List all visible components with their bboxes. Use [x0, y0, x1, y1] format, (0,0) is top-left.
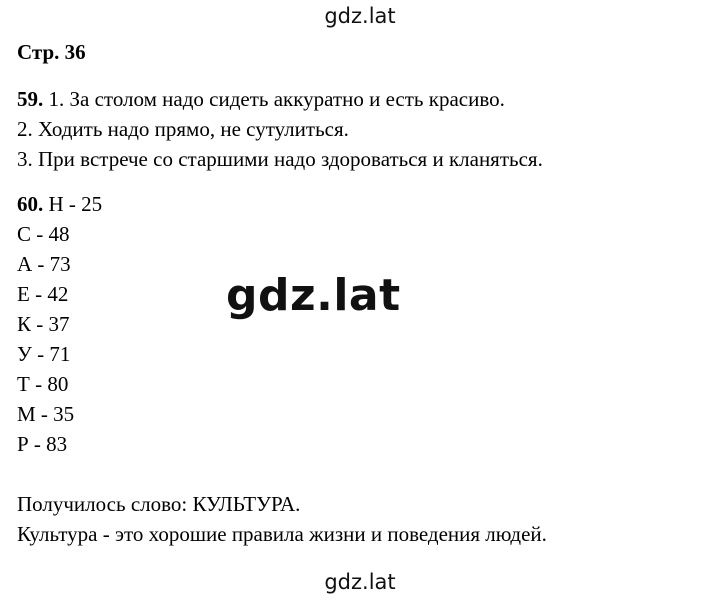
- task-60-pair: А - 73: [17, 252, 71, 276]
- task-59-number: 59.: [17, 87, 44, 111]
- task-60-pair: К - 37: [17, 312, 70, 336]
- result-word-line: Получилось слово: КУЛЬТУРА.: [17, 492, 301, 516]
- page-heading: Стр. 36: [17, 40, 86, 64]
- task-60-number: 60.: [17, 192, 44, 216]
- watermark-top: gdz.lat: [324, 4, 396, 28]
- task-60-pair: С - 48: [17, 222, 70, 246]
- task-60-pair: Т - 80: [17, 372, 69, 396]
- task-59-line: [17, 84, 543, 114]
- result-block: [17, 489, 547, 549]
- task-60-pair: Р - 83: [17, 432, 68, 456]
- task-60-line: [17, 189, 102, 219]
- watermark-bottom: gdz.lat: [324, 570, 396, 594]
- task-59-line: 3. При встрече со старшими надо здороваться и кланяться.: [17, 147, 543, 171]
- task-59-line: 2. Ходить надо прямо, не сутулиться.: [17, 117, 349, 141]
- task-60-pair: У - 71: [17, 342, 71, 366]
- task-60-pair: Е - 42: [17, 282, 69, 306]
- task-60-pair: Н - 25: [48, 192, 103, 216]
- watermark-center: gdz.lat: [226, 270, 401, 321]
- task-60-pair: М - 35: [17, 402, 75, 426]
- task-59: [17, 84, 543, 174]
- task-59-line-text: 1. За столом надо сидеть аккуратно и есть красиво.: [48, 87, 505, 111]
- result-definition-line: Культура - это хорошие правила жизни и поведения людей.: [17, 522, 547, 546]
- task-60: [17, 189, 102, 459]
